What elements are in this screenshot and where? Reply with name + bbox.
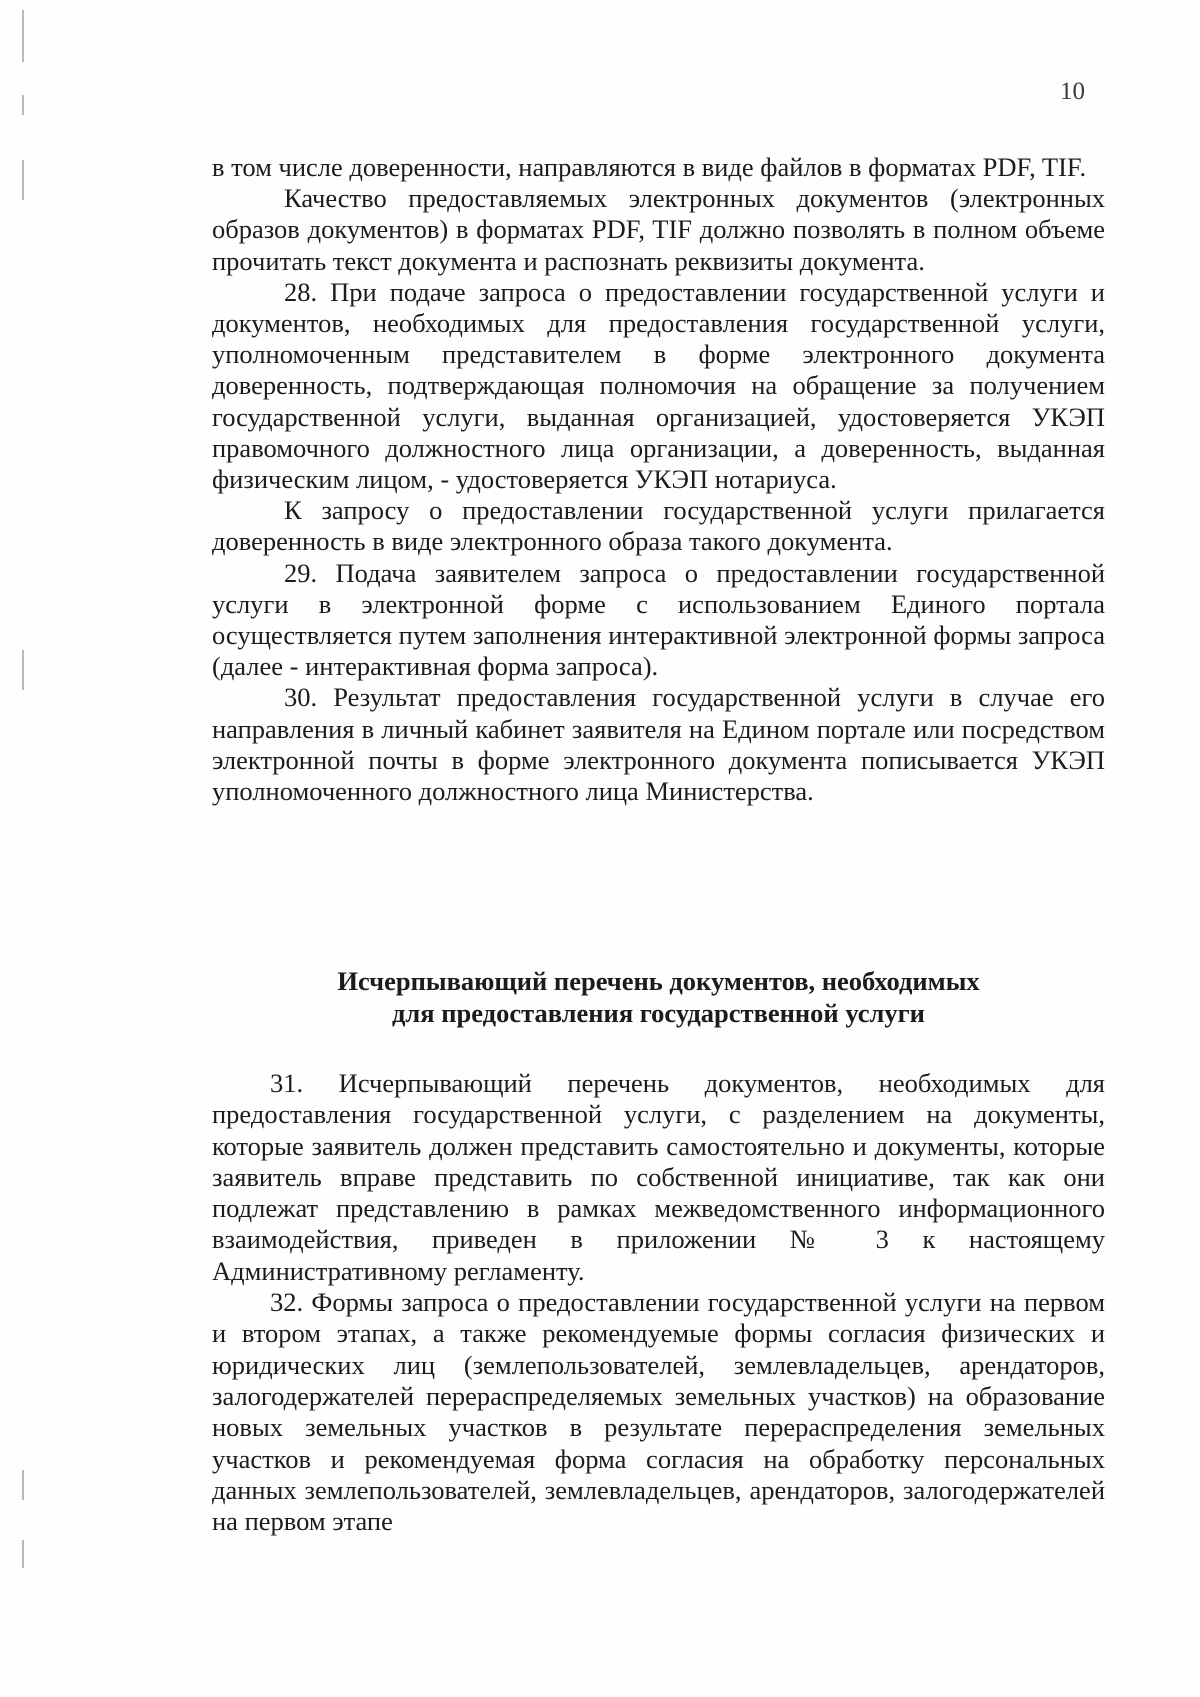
document-body-section — [212, 1068, 1105, 1537]
scan-margin-mark — [22, 650, 24, 690]
paragraph: 29. Подача заявителем запроса о предоставлении государственной услуги в электронной форме с использованием Единого портала осуществляется путем заполнения интерактивной электронной формы запроса (далее - интерактивная форма запроса). — [212, 557, 1105, 682]
paragraph: 30. Результат предоставления государственной услуги в случае его направления в личный кабинет заявителя на Едином портале или посредством электронной почты в форме электронного документа пописывается УКЭП уполномоченного должностного лица Министерства. — [212, 682, 1105, 807]
section-heading-line: Исчерпывающий перечень документов, необходимых — [337, 966, 980, 996]
scan-margin-mark — [22, 160, 24, 200]
section-heading — [212, 965, 1105, 1029]
scan-margin-mark — [22, 1470, 24, 1500]
paragraph: К запросу о предоставлении государственной услуги прилагается доверенность в виде электронного образа такого документа. — [212, 495, 1105, 557]
scan-margin-mark — [22, 10, 24, 62]
paragraph: Качество предоставляемых электронных документов (электронных образов документов) в форматах PDF, TIF должно позволять в полном объеме прочитать текст документа и распознать реквизиты документа. — [212, 183, 1105, 276]
section-heading-line: для предоставления государственной услуги — [392, 998, 925, 1028]
paragraph: в том числе доверенности, направляются в виде файлов в форматах PDF, TIF. — [212, 152, 1087, 182]
page-number: 10 — [1060, 78, 1085, 105]
scan-margin-mark — [22, 95, 24, 115]
paragraph: 28. При подаче запроса о предоставлении государственной услуги и документов, необходимых для предоставления государственной услуги, уполномоченным представителем в форме электронного документа доверенность, подтверждающая полномочия на обращение за получением государственной услуги, выданная организацией, удостоверяется УКЭП правомочного должностного лица организации, а доверенность, выданная физическим лицом, - удостоверяется УКЭП нотариуса. — [212, 276, 1105, 495]
paragraph: 32. Формы запроса о предоставлении государственной услуги на первом и втором этапах, а также рекомендуемые формы согласия физических и юридических лиц (землепользователей, землевладельцев, арендаторов, залогодержателей перераспределяемых земельных участков) на образование новых земельных участков в результате перераспределения земельных участков и рекомендуемая форма согласия на обработку персональных данных землепользователей, землевладельцев, арендаторов, залогодержателей на первом этапе — [212, 1287, 1105, 1537]
document-body — [212, 152, 1105, 807]
scan-margin-mark — [22, 1540, 24, 1568]
paragraph: 31. Исчерпывающий перечень документов, необходимых для предоставления государственной услуги, с разделением на документы, которые заявитель должен представить самостоятельно и документы, которые заявитель вправе представить по собственной инициативе, так как они подлежат представлению в рамках межведомственного информационного взаимодействия, приведен в приложении № 3 к настоящему Административному регламенту. — [212, 1068, 1105, 1286]
